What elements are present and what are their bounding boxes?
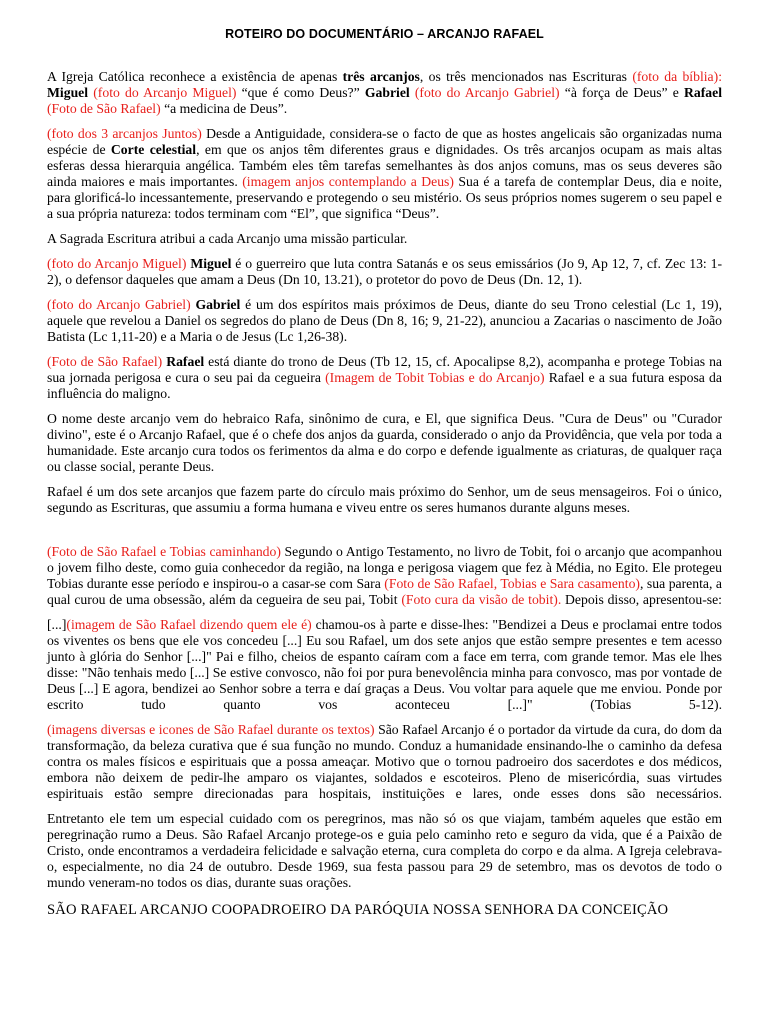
bold-term: Miguel	[47, 85, 89, 100]
paragraph-seven-archangels: Rafael é um dos sete arcanjos que fazem parte do círculo mais próximo do Senhor, um de seus mensageiros. Foi o único, segundo as Escrituras, que assumiu a forma humana e viveu entre os seres humanos durante alguns meses.	[47, 484, 722, 515]
media-annotation: (foto do Arcanjo Gabriel)	[47, 297, 191, 312]
media-annotation: (imagem de São Rafael dizendo quem ele é)	[66, 617, 312, 632]
paragraph-name-meaning: O nome deste arcanjo vem do hebraico Rafa, sinônimo de cura, e El, que significa Deus. "Cura de Deus" ou "Curador divino", este é o Arcanjo Rafael, que é o chefe dos anjos da guarda, considerado o anjo da Providência, que vela por toda a humanidade. Este arcanjo cura todos os ferimentos da alma e do corpo e defende igualmente as criaturas, de qualquer raça ou classe social, perante Deus.	[47, 411, 722, 474]
paragraph-virtues: (imagens diversas e icones de São Rafael durante os textos) São Rafael Arcanjo é o portador da virtude da cura, do dom da transformação, da beleza curativa que é sua função no mundo. Conduz a humanidade ensinando-lhe o caminho da defesa contra os males físicos e espirituais que a possa ameaçar. Motivo que o tornou padroeiro dos sacerdotes e dos médicos, embora não deixem de pedir-lhe amparo os viajantes, soldados e escoteiros. Pleno de misericórdia, suas virtudes espirituais estão sempre direcionadas para hospitais, instituições e lares, onde esses dons são necessários.	[47, 722, 722, 801]
media-annotation: (foto do Arcanjo Gabriel)	[414, 85, 560, 100]
media-annotation: (Foto de São Rafael, Tobias e Sara casamento)	[384, 576, 640, 591]
media-annotation: (Foto de São Rafael)	[47, 354, 163, 369]
paragraph-hierarchy: (foto dos 3 arcanjos Juntos) Desde a Antiguidade, considera-se o facto de que as hostes angelicais são organizadas numa espécie de Corte celestial, em que os anjos têm diferentes graus e dignidades. Os três arcanjos ocupam as mais altas esferas dessa hierarquia angélica. Também eles têm tarefas semelhantes às dos anjos comuns, mas os seus deveres são ainda maiores e mais importantes. (imagem anjos contemplando a Deus) Sua é a tarefa de contemplar Deus, dia e noite, para glorificá-lo incessantemente, preservando e protegendo o seu mistério. Os seus próprios nomes sugerem o seu papel e a sua própria natureza: todos terminam com “El”, que significa “Deus”.	[47, 126, 722, 221]
paragraph-gabriel: (foto do Arcanjo Gabriel) Gabriel é um dos espíritos mais próximos de Deus, diante do seu Trono celestial (Lc 1, 19), aquele que revelou a Daniel os segredos do plano de Deus (Dn 8, 16; 9, 21-22), anunciou a Zacarias o nascimento de João Batista (Lc 1,11-20) e a Maria o de Jesus (Lc 1,26-38).	[47, 297, 723, 344]
paragraph-intro: A Igreja Católica reconhece a existência de apenas três arcanjos, os três mencionados nas Escrituras (foto da bíblia): Miguel (foto do Arcanjo Miguel) “que é como Deus?” Gabriel (foto do Arcanjo Gabriel) “à força de Deus” e Rafael (Foto de São Rafael) “a medicina de Deus”.	[47, 69, 723, 116]
blank-line	[47, 525, 722, 544]
paragraph-quote: [...](imagem de São Rafael dizendo quem ele é) chamou-os à parte e disse-lhes: "Bendizei a Deus e proclamai entre todos os viventes os bens que ele vos concedeu [...] Eu sou Rafael, um dos sete anjos que estão sempre presentes e tem acesso junto à glória do Senhor [...]" Pai e filho, cheios de espanto caíram com a face em terra, com grande temor. Mas ele lhes disse: "Não tenhais medo [...] Se estive convosco, não foi por pura benevolência minha para convosco, mas por vontade de Deus [...] E agora, bendizei ao Senhor sobre a terra e daí graças a Deus. Vou voltar para aquele que me enviou. Ponde por escrito tudo quanto vos aconteceu [...]" (Tobias 5-12).	[47, 617, 722, 712]
media-annotation: (imagem anjos contemplando a Deus)	[242, 174, 454, 189]
bold-term: Gabriel	[195, 297, 241, 312]
media-annotation: (foto do Arcanjo Miguel)	[93, 85, 237, 100]
document-title: ROTEIRO DO DOCUMENTÁRIO – ARCANJO RAFAEL	[225, 27, 544, 41]
bold-term: Miguel	[190, 256, 232, 271]
bold-term: Rafael	[684, 85, 723, 100]
media-annotation: (Imagem de Tobit Tobias e do Arcanjo)	[325, 370, 545, 385]
bold-term: Corte celestial	[110, 142, 197, 157]
paragraph-miguel: (foto do Arcanjo Miguel) Miguel é o guerreiro que luta contra Satanás e os seus emissários (Jo 9, Ap 12, 7, cf. Zec 13: 1-2), o defensor daqueles que amam a Deus (Dn 10, 13.21), o protetor do povo de Deus (Dn. 12, 1).	[47, 256, 723, 287]
media-annotation: (foto dos 3 arcanjos Juntos)	[47, 126, 202, 141]
bold-term: Gabriel	[364, 85, 410, 100]
paragraph-mission: A Sagrada Escritura atribui a cada Arcanjo uma missão particular.	[47, 231, 408, 246]
paragraph-rafael: (Foto de São Rafael) Rafael está diante do trono de Deus (Tb 12, 15, cf. Apocalipse 8,2), acompanha e protege Tobias na sua jornada perigosa e cura o seu pai da cegueira (Imagem de Tobit Tobias e do Arcanjo) Rafael e a sua futura esposa da influência do maligno.	[47, 354, 722, 401]
media-annotation: (foto do Arcanjo Miguel)	[47, 256, 187, 271]
bold-term: três arcanjos	[342, 69, 420, 84]
paragraph-tobit: (Foto de São Rafael e Tobias caminhando) Segundo o Antigo Testamento, no livro de Tobit, foi o arcanjo que acompanhou o jovem filho deste, como guia conhecedor da região, na longa e perigosa viagem que fez à Média, no Egito. Ele protegeu Tobias durante esse período e inspirou-o a casar-se com Sara (Foto de São Rafael, Tobias e Sara casamento), sua parenta, a qual curou de uma obsessão, além da cegueira de seu pai, Tobit (Foto cura da visão de tobit). Depois disso, apresentou-se:	[47, 544, 723, 607]
paragraph-pilgrims: Entretanto ele tem um especial cuidado com os peregrinos, mas não só os que viajam, também aqueles que estão em peregrinação rumo a Deus. São Rafael Arcanjo protege-os e guia pelo caminho reto e seguro da vida, que é a Paixão de Cristo, onde encontramos a verdadeira felicidade e salvação eterna, cura completa do corpo e da alma. A Igreja celebrava-o, especialmente, no dia 24 de outubro. Desde 1969, sua festa passou para 29 de setembro, mas os devotos de todo o mundo veneram-no todos os dias, durante suas orações.	[47, 811, 722, 890]
document-page	[47, 26, 722, 918]
media-annotation: (Foto de São Rafael)	[47, 101, 161, 116]
bold-term: Rafael	[166, 354, 205, 369]
media-annotation: (Foto de São Rafael e Tobias caminhando)	[47, 544, 281, 559]
media-annotation: (imagens diversas e icones de São Rafael durante os textos)	[47, 722, 375, 737]
closing-line: SÃO RAFAEL ARCANJO COOPADROEIRO DA PARÓQUIA NOSSA SENHORA DA CONCEIÇÃO	[47, 902, 669, 918]
media-annotation: (foto da bíblia):	[632, 69, 722, 84]
media-annotation: (Foto cura da visão de tobit).	[401, 592, 562, 607]
